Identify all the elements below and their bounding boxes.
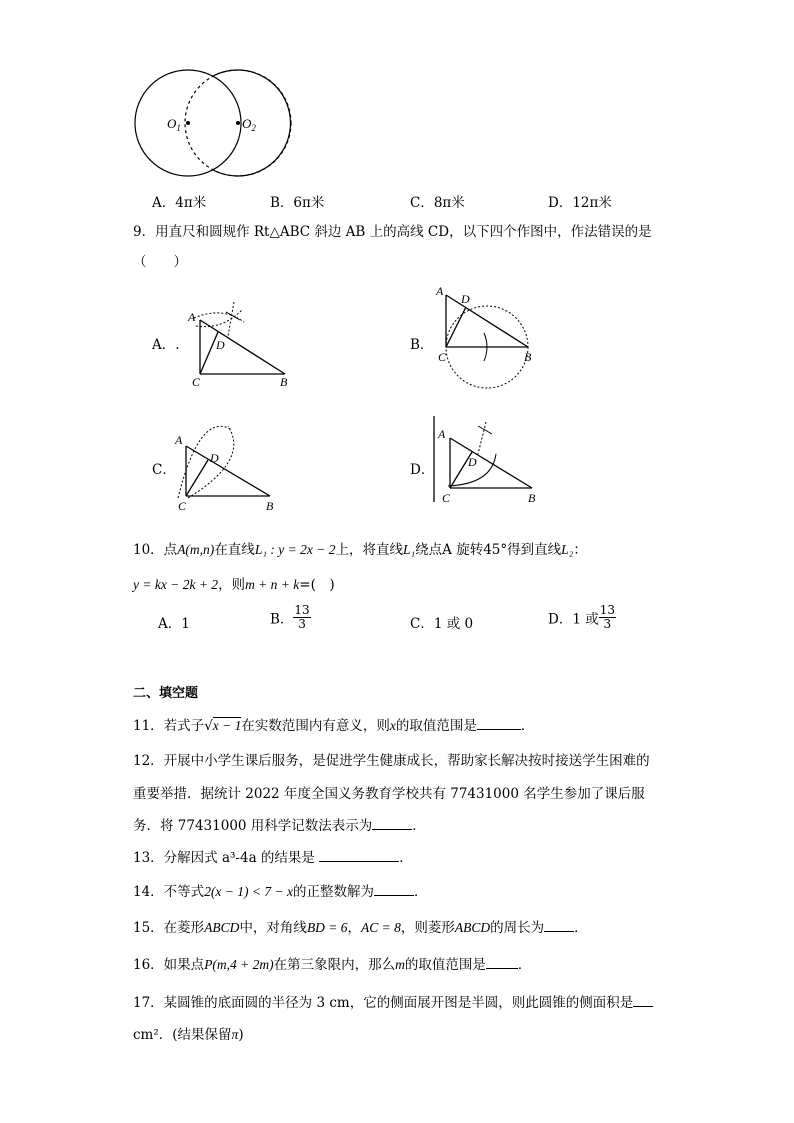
svg-text:B: B [266, 499, 274, 513]
q12-line-2: 重要举措．据统计 2022 年度全国义务教育学校共有 77431000 名学生参加了课后服 [133, 786, 645, 802]
label-o2: $O_2$ [242, 116, 256, 133]
svg-text:D: D [468, 455, 477, 469]
svg-text:C: C [178, 499, 187, 513]
q8-option-b: B．6π米 [270, 195, 325, 211]
q9-figure-d [430, 414, 545, 509]
q9-label-c: C． [152, 462, 176, 478]
q9-label-a: A．. [152, 337, 180, 353]
q9-stem: 9．用直尺和圆规作 Rt△ABC 斜边 AB 上的高线 CD，以下四个作图中，作法错误的是 [133, 224, 652, 240]
svg-text:B: B [524, 350, 532, 364]
svg-text:C: C [192, 375, 201, 389]
svg-text:A: A [436, 284, 444, 298]
q10-option-a: A．1 [158, 616, 190, 632]
q17-line-1: 17．某圆锥的底面圆的半径为 3 cm，它的侧面展开图是半圆，则此圆锥的侧面积是 [133, 993, 653, 1013]
q12-line-3: 务．将 77431000 用科学记数法表示为 ． [133, 818, 426, 834]
svg-text:C: C [438, 350, 447, 364]
q10-line-1: 10．点A(m,n)在直线L₁ : y = 2x − 2上，将直线L₁绕点A 旋转45°得到直线L₂： [133, 542, 587, 558]
q9-label-d: D． [410, 462, 435, 478]
svg-text:B: B [280, 375, 288, 389]
svg-text:A: A [188, 310, 196, 324]
svg-text:B: B [528, 491, 536, 505]
q8-option-a: A．4π米 [152, 195, 207, 211]
q10-option-c: C．1 或 0 [410, 616, 474, 632]
q9-figure-b [430, 283, 540, 393]
svg-text:C: C [442, 491, 451, 505]
center-o1-dot [186, 121, 190, 125]
section-fill-in-blank-heading: 二、填空题 [133, 686, 199, 701]
q8-option-c: C．8π米 [410, 195, 465, 211]
svg-text:A: A [438, 427, 446, 441]
label-o1: $O_1$ [167, 116, 181, 133]
svg-text:A: A [175, 433, 183, 447]
q9-label-b: B． [410, 337, 434, 353]
q12-line-1: 12．开展中小学生课后服务，是促进学生健康成长，帮助家长解决按时接送学生困难的 [133, 753, 650, 769]
center-o2-dot [236, 121, 240, 125]
q9-figure-c [170, 420, 280, 515]
q8-option-d: D．12π米 [548, 195, 612, 211]
q17-line-2: cm²．(结果保留π) [133, 1027, 244, 1043]
q16: 16．如果点P(m,4 + 2m)在第三象限内，那么m的取值范围是 ． [133, 957, 532, 973]
q10-option-b: B． $\frac{13}{3}$ [270, 603, 310, 631]
svg-text:D: D [461, 292, 470, 306]
q9-figure-a [182, 296, 302, 391]
intersecting-circles-figure [130, 66, 300, 178]
q13: 13．分解因式 a³-4a 的结果是 ． [133, 850, 413, 866]
q11: 11．若式子√x − 1在实数范围内有意义，则x的取值范围是 ． [133, 718, 535, 734]
q15: 15．在菱形ABCD中，对角线BD = 6，AC = 8，则菱形ABCD的周长为 ． [133, 920, 588, 936]
q10-option-d: D．1 或 $\frac{13}{3}$ [548, 603, 615, 631]
q9-paren: （ ） [133, 254, 187, 270]
q10-line-2: y = kx − 2k + 2，则m + n + k=( ) [133, 577, 335, 593]
q14: 14．不等式2(x − 1) < 7 − x的正整数解为 ． [133, 884, 428, 900]
svg-text:D: D [216, 338, 225, 352]
svg-text:D: D [210, 451, 219, 465]
